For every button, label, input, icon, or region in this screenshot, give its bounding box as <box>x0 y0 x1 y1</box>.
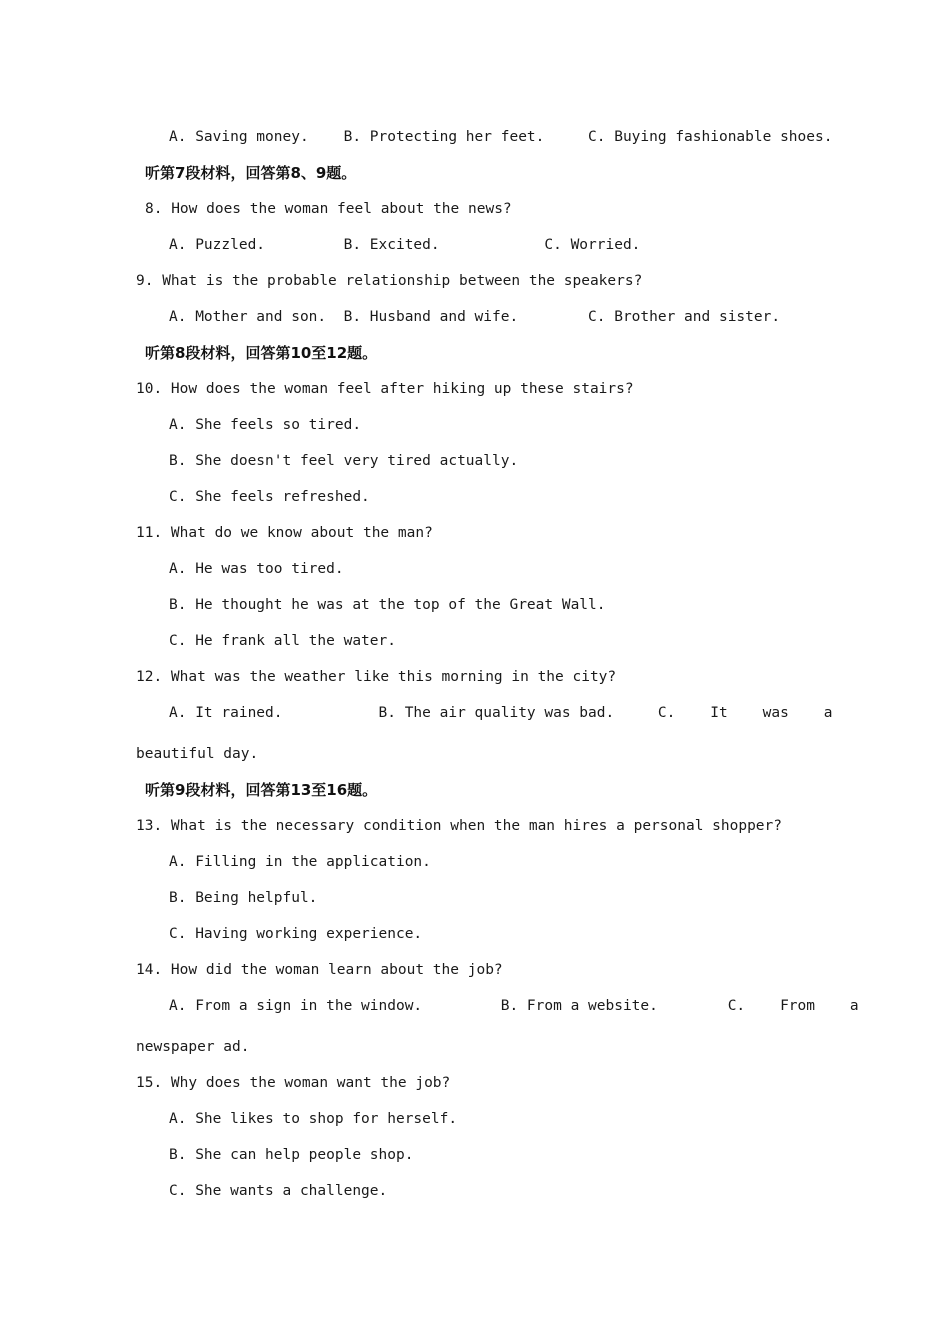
question-9: 9. What is the probable relationship between the speakers? <box>136 273 643 289</box>
section-8-heading: 听第8段材料，回答第10至12题。 <box>145 344 378 362</box>
q15-option-c: C. She wants a challenge. <box>169 1183 388 1199</box>
q10-option-b: B. She doesn't feel very tired actually. <box>169 453 519 469</box>
question-15: 15. Why does the woman want the job? <box>136 1075 451 1091</box>
section-7-heading: 听第7段材料，回答第8、9题。 <box>145 164 357 182</box>
q11-option-b: B. He thought he was at the top of the Great Wall. <box>169 597 606 613</box>
question-14: 14. How did the woman learn about the job? <box>136 962 503 978</box>
q11-option-a: A. He was too tired. <box>169 561 344 577</box>
q8-options: A. Puzzled. B. Excited. C. Worried. <box>169 237 641 253</box>
question-12: 12. What was the weather like this morning in the city? <box>136 669 617 685</box>
q10-option-c: C. She feels refreshed. <box>169 489 370 505</box>
question-8: 8. How does the woman feel about the news? <box>145 201 512 217</box>
question-11: 11. What do we know about the man? <box>136 525 433 541</box>
question-13: 13. What is the necessary condition when the man hires a personal shopper? <box>136 818 783 834</box>
q12-options: A. It rained. B. The air quality was bad. C. It was a <box>169 705 833 721</box>
q13-option-b: B. Being helpful. <box>169 890 318 906</box>
q12-options-continued: beautiful day. <box>136 746 259 762</box>
q9-options: A. Mother and son. B. Husband and wife. C. Brother and sister. <box>169 309 781 325</box>
q15-option-a: A. She likes to shop for herself. <box>169 1111 458 1127</box>
q13-option-a: A. Filling in the application. <box>169 854 431 870</box>
q7-options: A. Saving money. B. Protecting her feet. C. Buying fashionable shoes. <box>169 129 833 145</box>
q10-option-a: A. She feels so tired. <box>169 417 362 433</box>
section-9-heading: 听第9段材料，回答第13至16题。 <box>145 781 378 799</box>
q11-option-c: C. He frank all the water. <box>169 633 396 649</box>
q15-option-b: B. She can help people shop. <box>169 1147 414 1163</box>
q13-option-c: C. Having working experience. <box>169 926 423 942</box>
q14-options-continued: newspaper ad. <box>136 1039 250 1055</box>
q14-options: A. From a sign in the window. B. From a website. C. From a <box>169 998 859 1014</box>
question-10: 10. How does the woman feel after hiking up these stairs? <box>136 381 634 397</box>
